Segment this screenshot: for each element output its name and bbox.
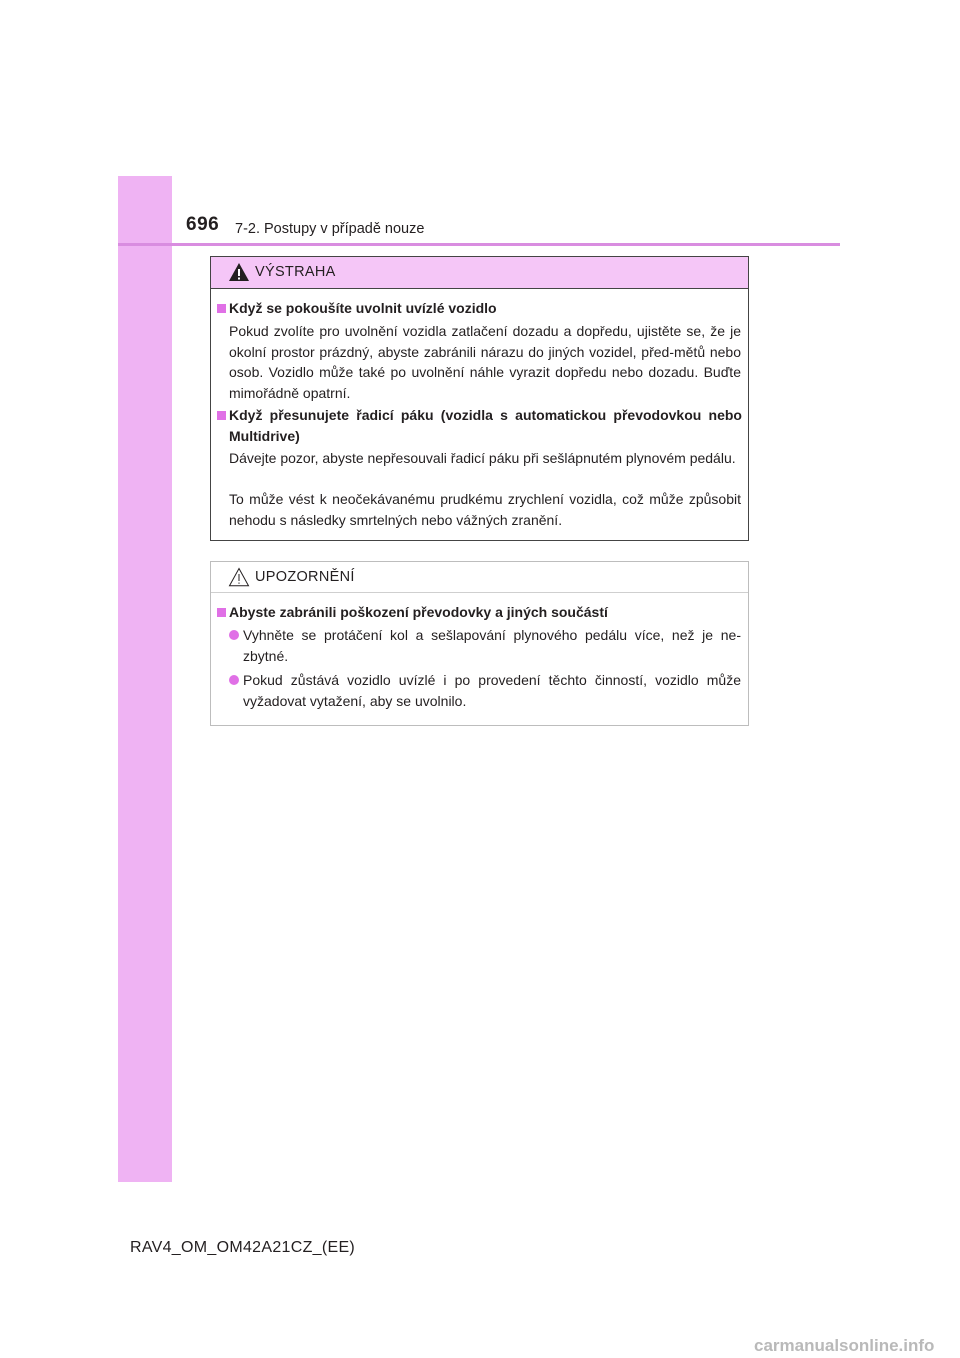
warning-paragraph-1: Pokud zvolíte pro uvolnění vozidla zatlačení dozadu a dopředu, ujistěte se, že je okolní prostor prázdný, abyste zabránili nárazu do jiných vozidel, před-mětů nebo osob. Vozidlo může také po uvolnění náhle vyrazit dopředu nebo dozadu. Buďte mimořádně opatrní. [229, 323, 741, 401]
caution-label: UPOZORNĚNÍ [255, 569, 355, 585]
document-code: RAV4_OM_OM42A21CZ_(EE) [130, 1239, 356, 1256]
section-title: 7-2. Postupy v případě nouze [235, 221, 425, 237]
caution-heading: Abyste zabránili poškození převodovky a jiných součástí [217, 602, 742, 623]
caution-bullet-1: Vyhněte se protáčení kol a sešlapování plynového pedálu více, než je ne-zbytné. [229, 625, 741, 666]
warning-paragraph-3: To může vést k neočekávanému prudkému zrychlení vozidla, což může způsobit nehodu s následky smrtelných nebo vážných zranění. [229, 491, 741, 528]
warning-header [211, 257, 748, 289]
warning-triangle-outline-icon [228, 567, 250, 587]
caution-box [210, 561, 749, 726]
watermark: carmanualsonline.info [754, 1336, 935, 1355]
square-bullet-icon [217, 304, 226, 313]
round-bullet-icon [229, 675, 239, 685]
round-bullet-icon [229, 630, 239, 640]
square-bullet-icon [217, 411, 226, 420]
warning-label: VÝSTRAHA [255, 264, 336, 280]
warning-box [210, 256, 749, 541]
warning-heading-2: Když přesunujete řadicí páku (vozidla s automatickou převodovkou nebo Multidrive) [217, 405, 742, 447]
caution-header [211, 562, 748, 593]
chapter-side-strip [118, 176, 172, 1182]
warning-paragraph-2: Dávejte pozor, abyste nepřesouvali řadicí páku při sešlápnutém plynovém pedálu. [229, 450, 736, 466]
warning-heading-1: Když se pokoušíte uvolnit uvízlé vozidlo [217, 298, 742, 319]
square-bullet-icon [217, 608, 226, 617]
header-rule [118, 243, 840, 246]
page-number: 696 [186, 214, 220, 235]
warning-triangle-filled-icon [228, 262, 250, 282]
caution-bullet-2: Pokud zůstává vozidlo uvízlé i po provedení těchto činností, vozidlo může vyžadovat vytažení, aby se uvolnilo. [229, 670, 741, 711]
